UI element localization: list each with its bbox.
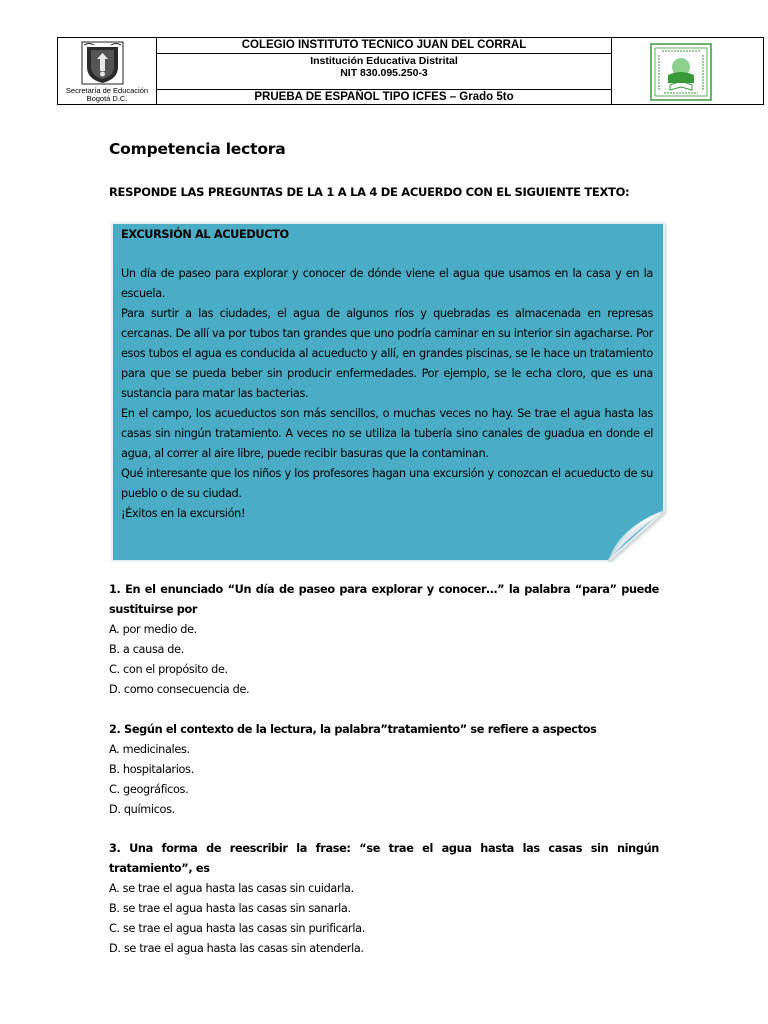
institution-info: [156, 54, 612, 90]
answer-option: D. se trae el agua hasta las casas sin atenderla.: [109, 942, 364, 955]
answer-option: B. se trae el agua hasta las casas sin sanarla.: [109, 902, 351, 915]
question-2: [109, 720, 659, 820]
question-number: 3.: [109, 842, 121, 855]
question-stem: [109, 720, 659, 740]
answer-option: C. con el propósito de.: [109, 663, 228, 676]
secretaria-line-2: Bogotá D.C.: [86, 94, 128, 103]
answer-option: B. a causa de.: [109, 643, 184, 656]
answer-option: A. medicinales.: [109, 743, 190, 756]
header-middle-cell: [156, 38, 612, 104]
nit-number: NIT 830.095.250-3: [340, 67, 428, 79]
header-right-cell: [611, 38, 763, 104]
question-3: [109, 839, 659, 959]
question-text: Según el contexto de la lectura, la palabra”tratamiento” se refiere a aspectos: [124, 723, 597, 736]
school-seal-icon: [650, 43, 712, 101]
question-stem: [109, 839, 659, 879]
reading-paragraph: En el campo, los acueductos son más sencillos, o muchas veces no hay. Se trae el agua hasta las casas sin ningún tratamiento. A veces no se utiliza la tubería sino canales de guadua en donde el agua, al correr al aire libre, puede recibir basuras que la contaminan.: [121, 407, 653, 460]
answer-option: C. geográficos.: [109, 783, 189, 796]
question-text: En el enunciado “Un día de paseo para explorar y conocer…” la palabra “para” puede sustituirse por: [109, 583, 659, 616]
school-name: COLEGIO INSTITUTO TECNICO JUAN DEL CORRAL: [156, 38, 612, 54]
secretaria-line-1: Secretaría de Educación: [65, 86, 149, 95]
section-title: Competencia lectora: [109, 140, 286, 158]
bogota-crest-icon: [81, 41, 124, 85]
question-number: 2.: [109, 723, 121, 736]
exam-title: PRUEBA DE ESPAÑOL TIPO ICFES – Grado 5to: [254, 91, 514, 103]
answer-option: C. se trae el agua hasta las casas sin purificarla.: [109, 922, 365, 935]
question-1: [109, 580, 659, 700]
header-left-cell: [58, 38, 157, 104]
reading-paragraph: Un día de paseo para explorar y conocer de dónde viene el agua que usamos en la casa y en la escuela.: [121, 267, 653, 300]
reading-text: [121, 225, 653, 524]
question-text: Una forma de reescribir la frase: “se trae el agua hasta las casas sin ningún tratamiento”, es: [109, 842, 659, 875]
institution-type: Institución Educativa Distrital: [310, 55, 458, 67]
instruction-text: RESPONDE LAS PREGUNTAS DE LA 1 A LA 4 DE ACUERDO CON EL SIGUIENTE TEXTO:: [109, 185, 630, 199]
reading-title: EXCURSIÓN AL ACUEDUCTO: [121, 228, 289, 241]
answer-option: D. como consecuencia de.: [109, 683, 250, 696]
document-header: [57, 37, 764, 105]
answer-option: A. se trae el agua hasta las casas sin cuidarla.: [109, 882, 354, 895]
reading-panel: [110, 221, 667, 562]
answer-option: D. químicos.: [109, 803, 175, 816]
question-stem: [109, 580, 659, 620]
reading-paragraph: Qué interesante que los niños y los profesores hagan una excursión y conozcan el acueducto de su pueblo o de su ciudad.: [121, 467, 653, 500]
answer-option: A. por medio de.: [109, 623, 197, 636]
question-number: 1.: [109, 583, 121, 596]
answer-option: B. hospitalarios.: [109, 763, 194, 776]
reading-paragraph: ¡Éxitos en la excursión!: [121, 507, 246, 520]
reading-paragraph: Para surtir a las ciudades, el agua de algunos ríos y quebradas es almacenada en represas cercanas. De allí va por tubos tan grandes que uno podría caminar en su interior sin agacharse. Por esos tubos el agua es conducida al acueducto y allí, en grandes piscinas, se le hace un tratamiento para que se pueda beber sin producir enfermedades. Por ejemplo, se le echa cloro, que es una sustancia para matar las bacterias.: [121, 307, 653, 400]
